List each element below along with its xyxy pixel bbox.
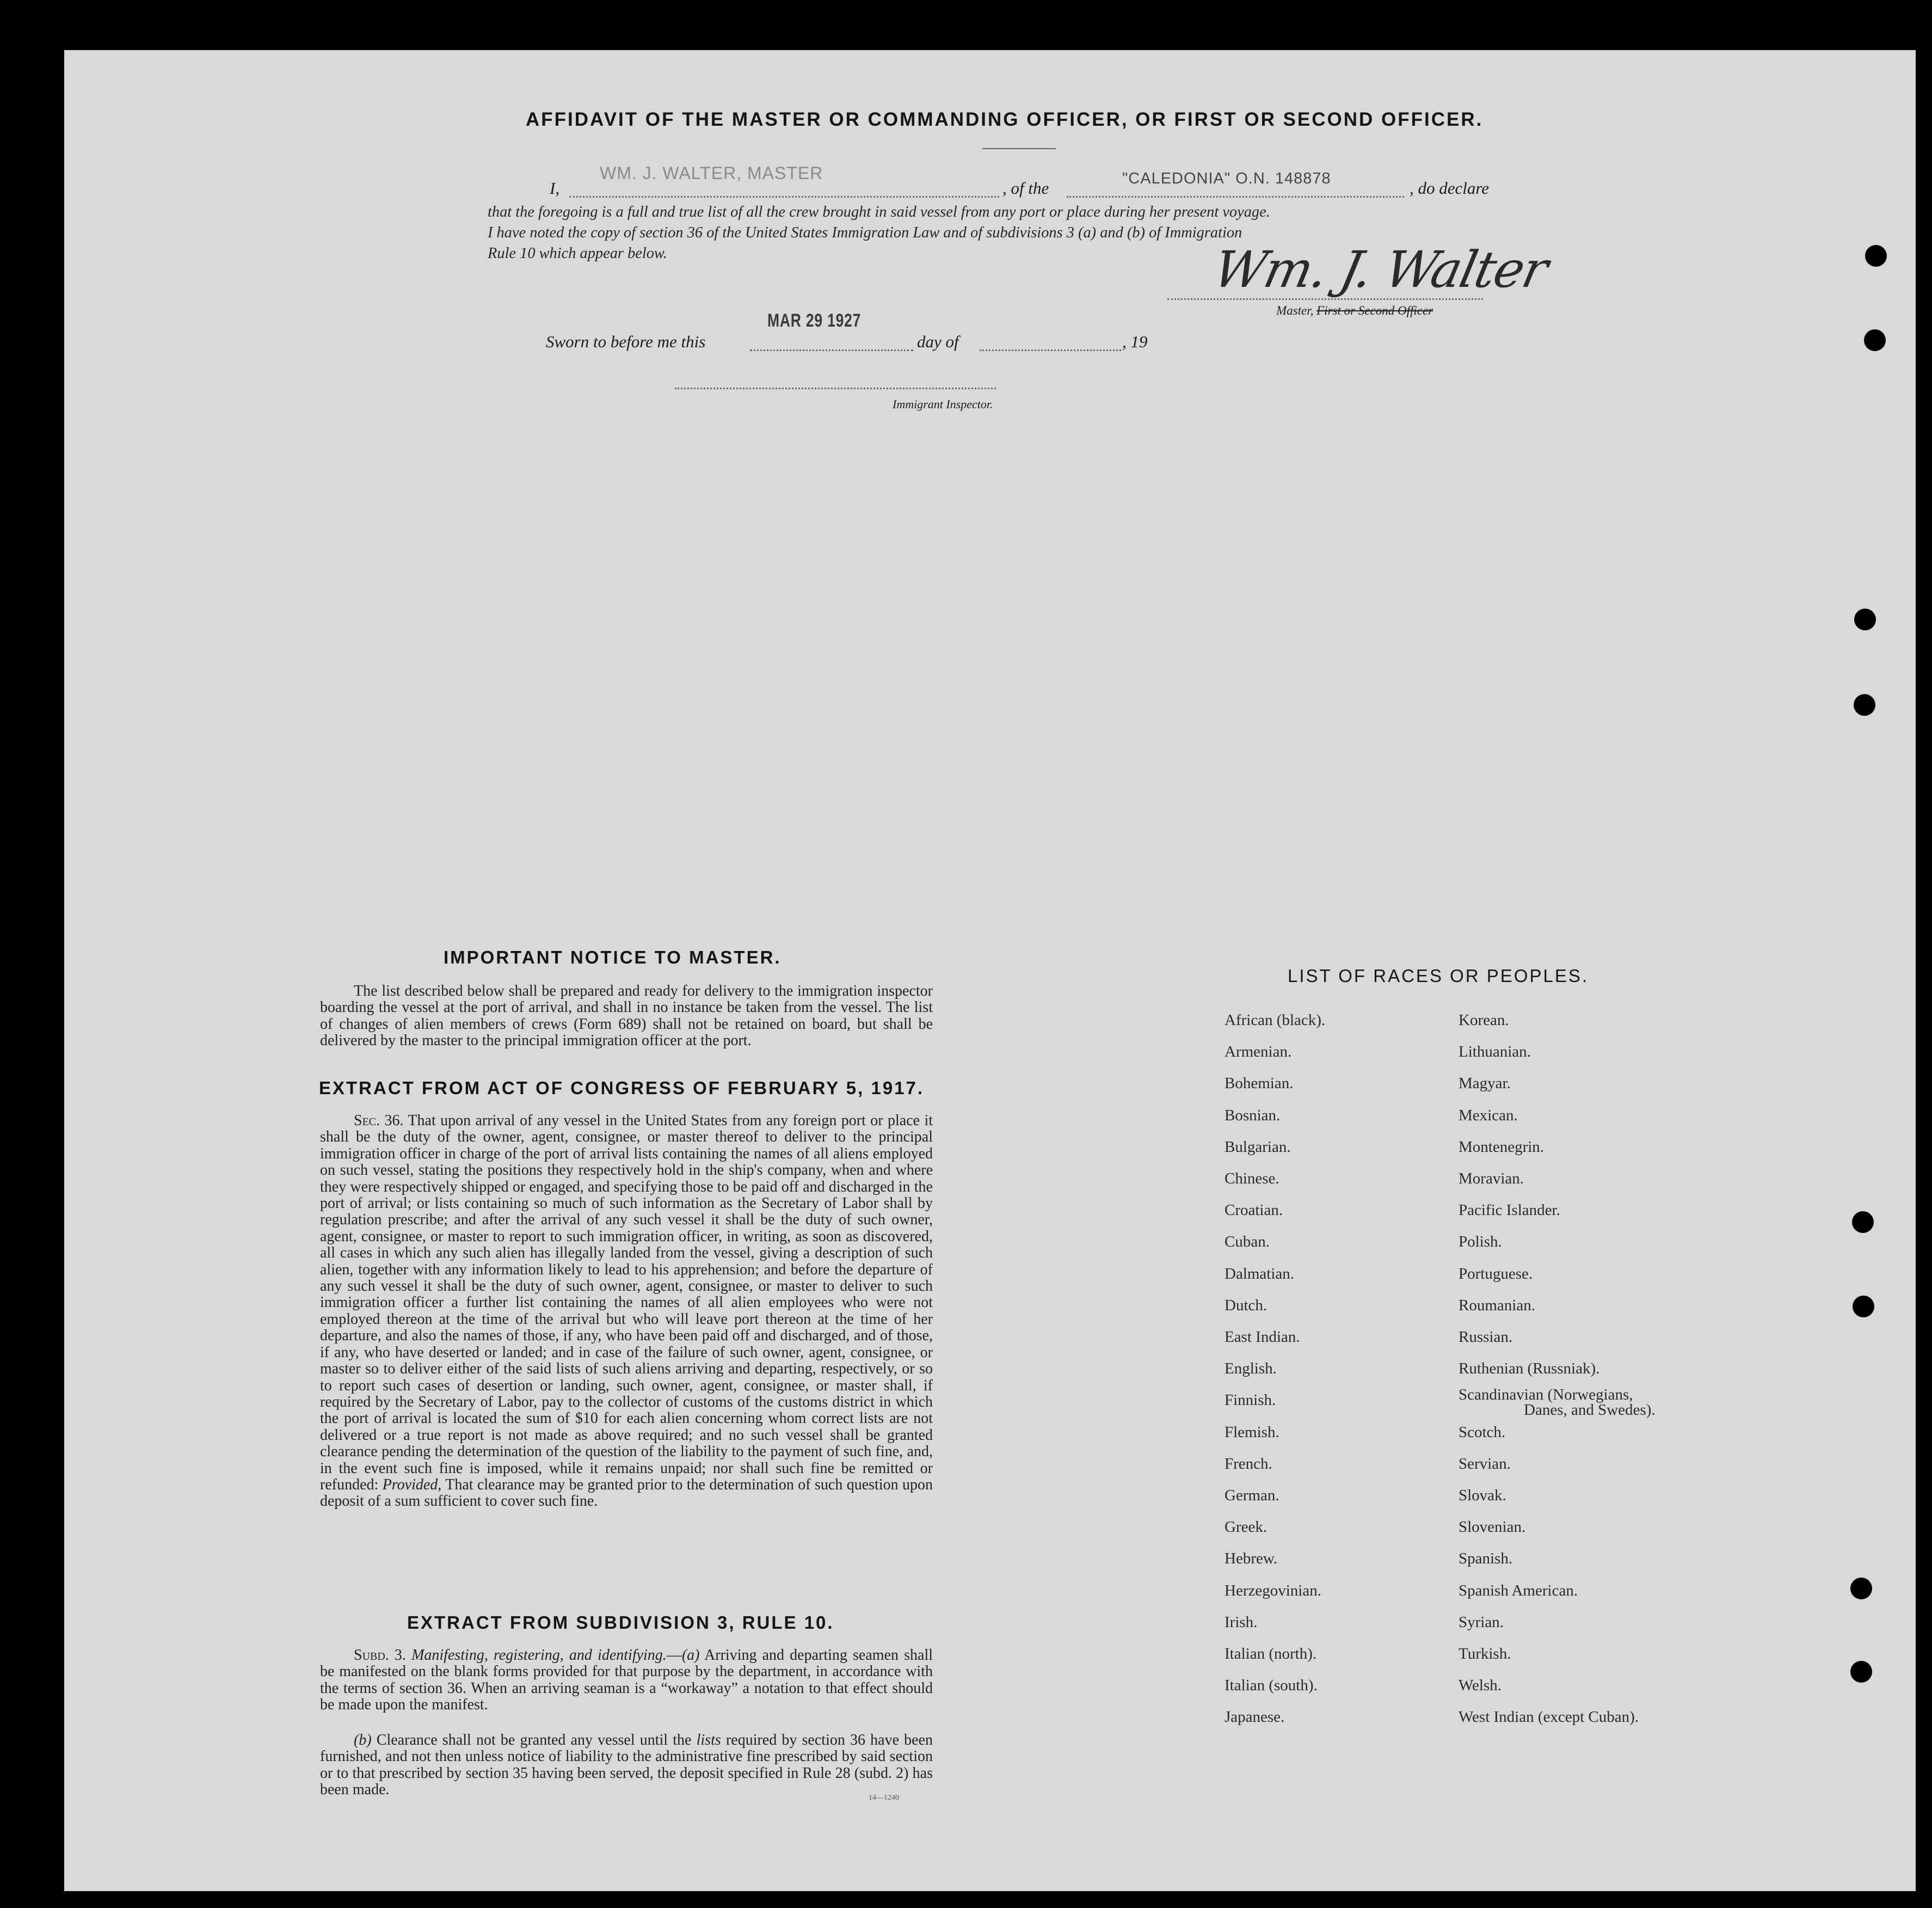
race-item: Herzegovinian. — [1225, 1581, 1321, 1599]
race-item: Montenegrin. — [1459, 1138, 1545, 1156]
sworn-month-line — [980, 349, 1121, 351]
binder-hole — [1853, 1296, 1874, 1317]
race-item: Mexican. — [1459, 1106, 1518, 1124]
race-item: Pacific Islander. — [1459, 1201, 1560, 1219]
affidavit-title: AFFIDAVIT OF THE MASTER OR COMMANDING OFFICER, OR FIRST OR SECOND OFFICER. — [526, 109, 1484, 130]
rule-a-mark: (a) — [681, 1647, 700, 1664]
rule-title: EXTRACT FROM SUBDIVISION 3, RULE 10. — [407, 1612, 834, 1633]
signature: Wm. J. Walter — [1208, 241, 1553, 299]
race-item: Bulgarian. — [1225, 1138, 1291, 1156]
race-item: Flemish. — [1225, 1423, 1279, 1441]
rule-b-body-1: Clearance shall not be granted any vessel until the — [376, 1732, 692, 1749]
act-provided: Provided, — [382, 1476, 442, 1493]
act-text-end: That clearance may be granted prior to the determination of such question upon deposit of a sum sufficient to cover such fine. — [320, 1476, 933, 1510]
master-name-line — [569, 196, 999, 198]
race-item: Italian (south). — [1225, 1677, 1318, 1695]
act-text: That upon arrival of any vessel in the United States from any foreign port or place it shall be the duty of the owner, agent, consignee, or master thereof to deliver to the principal immigration officer in charge of the port of arrival lists containing the names of all aliens employed on such vessel, stating the positions they respectively hold in the ship's company, when and where they were respectively shipped or engaged, and specifying those to be paid off and discharged in the port of arrival; or lists containing so much of such information as the Secretary of Labor shall by regulation prescribe; and after the arrival of any such vessel it shall be the duty of such owner, agent, consignee, or master to report to such immigration officer, in writing, as soon as discovered, all cases in which any such alien has illegally landed from the vessel, giving a description of such alien, together with any information likely to lead to his apprehension; and before the departure of any such vessel it shall be the duty of such owner, agent, consignee, or master to deliver to such immigration officer a further list containing the names of all alien employees who were not employed thereon at the time of the arrival but who will leave port thereon at the time of her departure, and also the names of those, if any, who have been paid off and discharged, and of those, if any, who have deserted or landed; and in case of the failure of such owner, agent, consignee, or master so to deliver either of the said lists of such aliens arriving and departing, respectively, or so to report such cases of desertion or landing, such owner, agent, consignee, or master shall, if required by the Secretary of Labor, pay to the collector of customs of the customs district in which the port of arrival is located the sum of $10 for each alien concerning whom correct lists are not delivered or a true report is not made as above required; and no such vessel shall be granted clearance pending the determination of the question of the liability to the payment of such fine, and, in the event such fine is imposed, while it remains unpaid; nor shall such fine be remitted or refunded: — [320, 1112, 933, 1493]
race-item: Russian. — [1459, 1328, 1513, 1346]
race-item: Bosnian. — [1225, 1106, 1281, 1124]
title-underline — [982, 148, 1056, 149]
rule-b-body-2: required by section 36 have been furnished, and not then unless notice of liability to the administrative fine prescribed by said section or to that prescribed by section 35 having been served, the deposit specified in Rule 28 (subd. 2) has been made. — [320, 1732, 933, 1799]
sworn-label: Sworn to before me this — [546, 332, 706, 351]
rule-b-mark: (b) — [354, 1732, 372, 1749]
binder-hole — [1864, 329, 1886, 351]
sworn-day-line — [750, 349, 913, 351]
act-body — [320, 1113, 933, 1510]
caption-struck: First or Second Officer — [1316, 304, 1433, 317]
inspector-line — [675, 388, 996, 389]
race-item: Slovenian. — [1459, 1518, 1526, 1536]
race-item: Moravian. — [1459, 1170, 1524, 1187]
binder-hole — [1854, 694, 1875, 716]
rule-b-lists: lists — [696, 1732, 721, 1749]
race-item: Hebrew. — [1225, 1550, 1278, 1568]
race-item: West Indian (except Cuban). — [1459, 1708, 1639, 1726]
race-item: Scandinavian (Norwegians, — [1459, 1386, 1633, 1404]
signature-caption — [1276, 304, 1433, 318]
race-item: Spanish. — [1459, 1550, 1513, 1568]
caption-master: Master, — [1276, 304, 1314, 317]
rule-subd-title: Manifesting, registering, and identifying. — [411, 1647, 667, 1664]
affidavit-line-3: I have noted the copy of section 36 of the United States Immigration Law and of subdivisions 3 (a) and (b) of Immigration — [488, 224, 1242, 241]
rule-a-para: Subd. 3. Manifesting, registering, and identifying.—(a) Arriving and departing seamen shall be manifested on the blank forms provided for that purpose by the department, in accordance with the terms of section 36. When an arriving seaman is a “workaway” a notation to that effect should be made upon the manifest. — [320, 1647, 933, 1714]
binder-hole — [1852, 1211, 1874, 1233]
race-item: Welsh. — [1459, 1677, 1502, 1695]
race-item: Roumanian. — [1459, 1296, 1535, 1314]
rule-b-para — [320, 1732, 933, 1799]
vessel-line — [1067, 196, 1404, 198]
race-item: Japanese. — [1225, 1708, 1285, 1726]
races-title: LIST OF RACES OR PEOPLES. — [1288, 966, 1589, 986]
race-item: English. — [1225, 1360, 1277, 1378]
year-label: , 19 — [1122, 332, 1148, 351]
day-of-label: day of — [917, 332, 959, 351]
binder-hole — [1850, 1578, 1872, 1599]
race-item: German. — [1225, 1487, 1279, 1504]
affidavit-line-2: that the foregoing is a full and true list of all the crew brought in said vessel from any port or place during her present voyage. — [488, 204, 1270, 220]
race-item: Greek. — [1225, 1518, 1268, 1536]
race-item: Bohemian. — [1225, 1075, 1294, 1093]
date-stamp: MAR 29 1927 — [767, 310, 862, 331]
race-item: East Indian. — [1225, 1328, 1300, 1346]
race-item: Portuguese. — [1459, 1265, 1533, 1283]
notice-body: The list described below shall be prepared and ready for delivery to the immigration inspector boarding the vessel at the port of arrival, and shall in no instance be taken from the vessel. The list of changes of alien members of crews (Form 689) shall not be retained on board, but shall be delivered by the master to the principal immigration officer at the port. — [320, 983, 933, 1050]
binder-hole — [1854, 609, 1876, 630]
race-item: Magyar. — [1459, 1075, 1511, 1093]
race-item: Dutch. — [1225, 1296, 1268, 1314]
vessel-stamp: "CALEDONIA" O.N. 148878 — [1122, 170, 1331, 187]
race-item: Irish. — [1225, 1613, 1258, 1631]
of-the-label: , of the — [1002, 179, 1049, 198]
race-item: Scotch. — [1459, 1423, 1506, 1441]
binder-hole — [1865, 245, 1887, 267]
race-item: African (black). — [1225, 1011, 1326, 1029]
race-item: French. — [1225, 1455, 1272, 1473]
affidavit-line-4: Rule 10 which appear below. — [488, 245, 667, 262]
form-number: 14—1240 — [869, 1794, 899, 1802]
race-item: Armenian. — [1225, 1043, 1292, 1061]
race-item: Lithuanian. — [1459, 1043, 1531, 1061]
race-item: Ruthenian (Russniak). — [1459, 1360, 1600, 1378]
do-declare-label: , do declare — [1410, 179, 1490, 198]
race-item: Korean. — [1459, 1011, 1509, 1029]
race-item: Finnish. — [1225, 1391, 1276, 1409]
race-item: Italian (north). — [1225, 1645, 1317, 1662]
inspector-label: Immigrant Inspector. — [893, 397, 993, 411]
race-item: Chinese. — [1225, 1170, 1279, 1187]
race-item: Syrian. — [1459, 1613, 1504, 1631]
act-title: EXTRACT FROM ACT OF CONGRESS OF FEBRUARY 5, 1917. — [319, 1078, 925, 1098]
act-sec-label: Sec. 36. — [354, 1112, 404, 1129]
i-label: I, — [550, 179, 560, 198]
notice-title: IMPORTANT NOTICE TO MASTER. — [444, 947, 782, 967]
master-name-stamp: WM. J. WALTER, MASTER — [600, 163, 823, 183]
rule-subd-label: Subd. 3. — [354, 1647, 406, 1664]
race-item-continuation: Danes, and Swedes). — [1524, 1401, 1656, 1419]
race-item: Dalmatian. — [1225, 1265, 1295, 1283]
race-item: Polish. — [1459, 1233, 1502, 1251]
race-item: Croatian. — [1225, 1201, 1283, 1219]
race-item: Cuban. — [1225, 1233, 1270, 1251]
binder-hole — [1850, 1661, 1872, 1683]
race-item: Slovak. — [1459, 1487, 1506, 1504]
rule-a-body: Arriving and departing seamen shall be manifested on the blank forms provided for that purpose by the department, in accordance with the terms of section 36. When an arriving seaman is a “workaway” a notation to that effect should be made upon the manifest. — [320, 1647, 933, 1714]
race-item: Servian. — [1459, 1455, 1511, 1473]
document-page — [64, 50, 1916, 1891]
race-item: Spanish American. — [1459, 1581, 1578, 1599]
race-item: Turkish. — [1459, 1645, 1511, 1662]
